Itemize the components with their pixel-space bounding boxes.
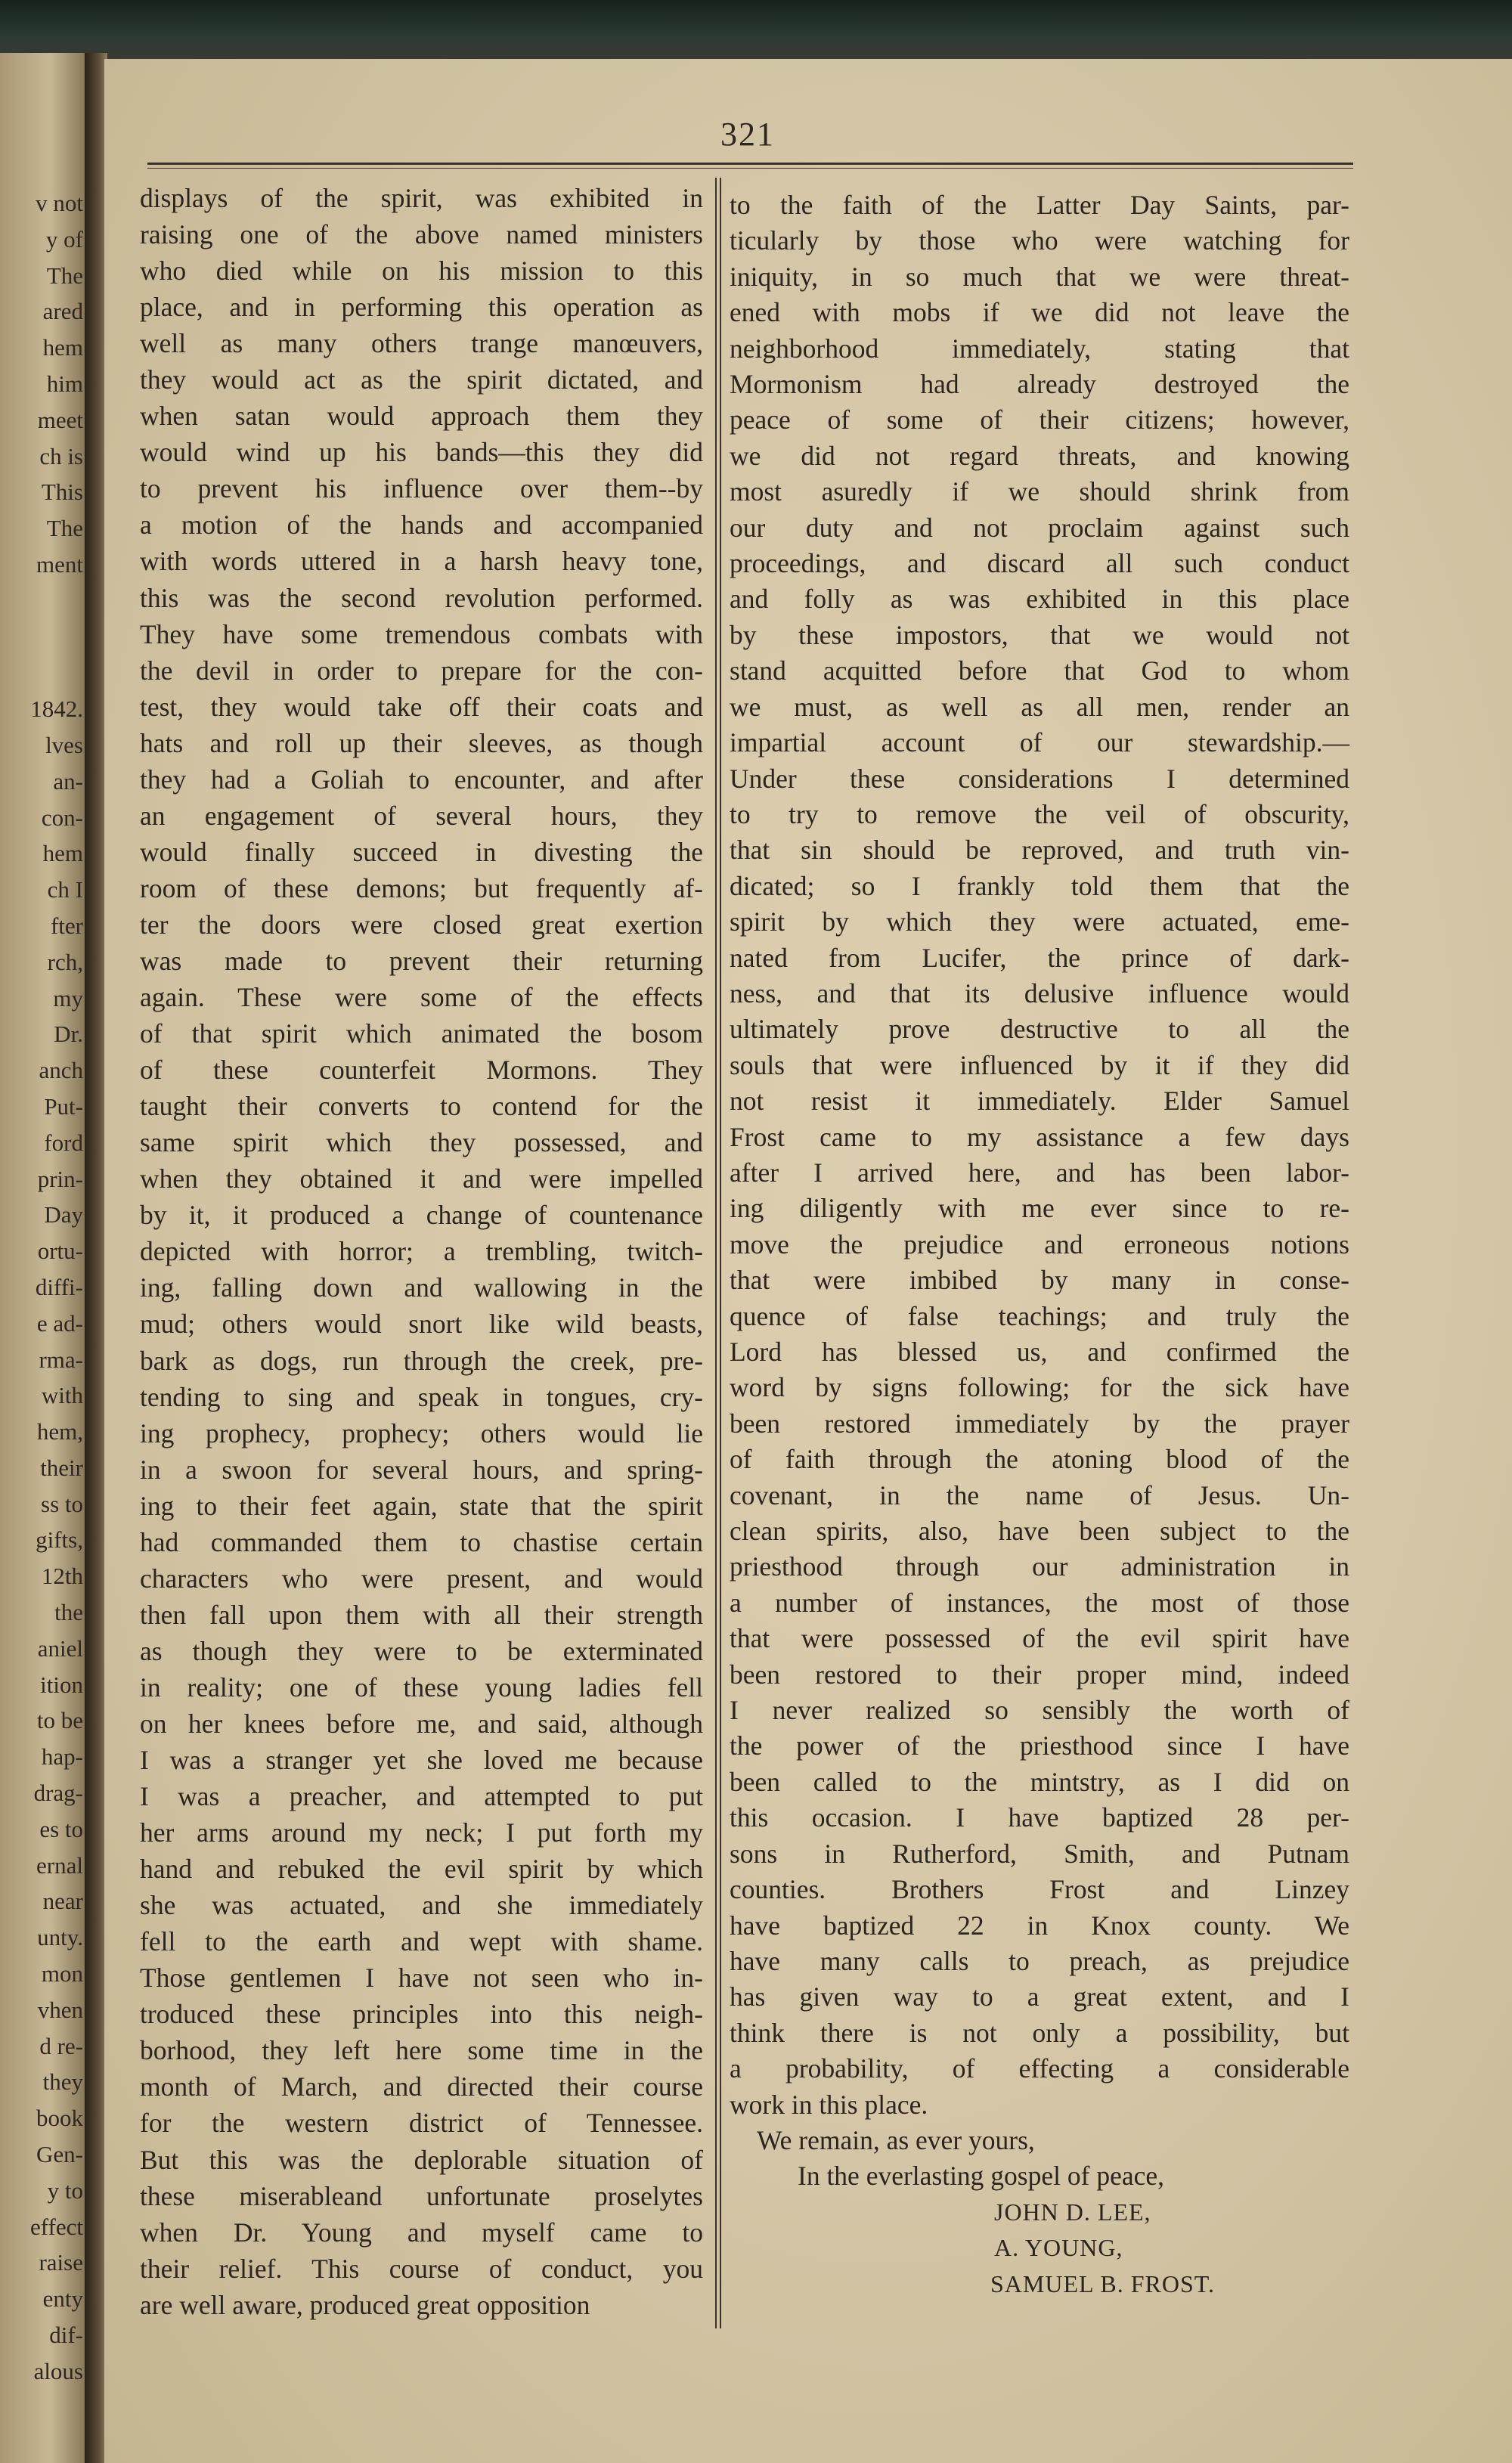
text-line: impartial account of our stewardship.—	[730, 727, 1349, 758]
facing-page-fragment: an-	[53, 767, 83, 795]
text-line: hand and rebuked the evil spirit by which	[140, 1854, 703, 1885]
facing-page-fragment: meet	[37, 406, 83, 433]
text-line: test, they would take off their coats and	[140, 691, 703, 722]
text-line: Those gentlemen I have not seen who in-	[140, 1963, 703, 1994]
facing-page-fragment: with	[41, 1382, 83, 1409]
text-line: in a swoon for several hours, and spring-	[140, 1454, 703, 1485]
facing-page-fragment: 12th	[41, 1563, 83, 1590]
facing-page-fragment: ernal	[36, 1851, 83, 1879]
facing-page-fragment: ford	[44, 1129, 83, 1156]
text-line: by it, it produced a change of countenance	[140, 1200, 703, 1231]
text-line: characters who were present, and would	[140, 1563, 703, 1594]
text-line: I never realized so sensibly the worth of	[730, 1695, 1349, 1726]
facing-page-fragment: Day	[44, 1201, 83, 1228]
facing-page-fragment: enty	[42, 2285, 83, 2313]
facing-page-fragment: hap-	[41, 1743, 83, 1771]
text-line: priesthood through our administration in	[730, 1551, 1349, 1582]
facing-page-fragment: dif-	[49, 2322, 83, 2349]
text-line: clean spirits, also, have been subject to the	[730, 1516, 1349, 1547]
facing-page-fragment: y to	[47, 2176, 83, 2204]
text-line: again. These were some of the effects	[140, 982, 703, 1013]
facing-page-fragment: rch,	[47, 948, 83, 975]
signature: A. YOUNG,	[994, 2234, 1123, 2262]
text-line: our duty and not proclaim against such	[730, 512, 1349, 543]
text-line: place, and in performing this operation as	[140, 292, 703, 323]
text-line: that were possessed of the evil spirit have	[730, 1623, 1349, 1654]
text-line: move the prejudice and erroneous notions	[730, 1228, 1349, 1259]
text-line: Lord has blessed us, and confirmed the	[730, 1337, 1349, 1367]
text-line: to try to remove the veil of obscurity,	[730, 798, 1349, 829]
text-line: an engagement of several hours, they	[140, 800, 703, 831]
facing-page-fragment: to be	[36, 1707, 83, 1734]
text-line: their relief. This course of conduct, you	[140, 2253, 703, 2284]
text-line: ticularly by those who were watching for	[730, 225, 1349, 256]
text-line: of faith through the atoning blood of the	[730, 1444, 1349, 1475]
text-line: after I arrived here, and has been labor-	[730, 1157, 1349, 1188]
text-line: has given way to a great extent, and I	[730, 1981, 1349, 2012]
facing-page-fragment: their	[40, 1454, 83, 1481]
closing-salutation: We remain, as ever yours,	[757, 2124, 1035, 2155]
facing-page-text-fragments	[0, 185, 83, 2390]
facing-page-fragment: hem,	[36, 1418, 83, 1445]
facing-page-fragment: raise	[39, 2249, 83, 2276]
text-line: tending to sing and speak in tongues, cry-	[140, 1381, 703, 1412]
facing-page-fragment: ment	[36, 550, 83, 578]
facing-page-fragment: ss to	[41, 1490, 83, 1517]
header-rule-thin	[147, 168, 1353, 169]
text-line: of these counterfeit Mormons. They	[140, 1055, 703, 1086]
facing-page-fragment: 1842.	[30, 696, 83, 723]
text-line: Frost came to my assistance a few days	[730, 1121, 1349, 1152]
text-line: fell to the earth and wept with shame.	[140, 1926, 703, 1957]
facing-page-fragment: v not	[36, 190, 83, 216]
text-line: ing, falling down and wallowing in the	[140, 1272, 703, 1303]
text-line: on her knees before me, and said, although	[140, 1708, 703, 1739]
text-line: same spirit which they possessed, and	[140, 1127, 703, 1158]
facing-page-fragment: book	[36, 2105, 83, 2132]
left-column	[140, 180, 703, 2323]
facing-page-fragment: mon	[41, 1960, 83, 1987]
facing-page-fragment: es to	[39, 1815, 83, 1842]
text-line: I was a preacher, and attempted to put	[140, 1781, 703, 1812]
text-line: not resist it immediately. Elder Samuel	[730, 1086, 1349, 1117]
text-line: had commanded them to chastise certain	[140, 1526, 703, 1557]
text-line: peace of some of their citizens; however,	[730, 404, 1349, 435]
header-rule	[147, 163, 1353, 165]
facing-page-fragment: Dr.	[54, 1021, 83, 1048]
text-line: these miserableand unfortunate proselytes	[140, 2180, 703, 2211]
text-line: quence of false teachings; and truly the	[730, 1300, 1349, 1331]
facing-page-edge	[0, 53, 91, 2463]
text-line: Under these considerations I determined	[730, 763, 1349, 794]
text-line: displays of the spirit, was exhibited in	[140, 183, 703, 213]
text-line: think there is not only a possibility, but	[730, 2017, 1349, 2048]
text-line: as though they were to be exterminated	[140, 1635, 703, 1666]
facing-page-fragment: ortu-	[37, 1238, 83, 1265]
facing-page-fragment: ch I	[47, 876, 83, 903]
text-line: this was the second revolution performed.	[140, 582, 703, 613]
text-line: nated from Lucifer, the prince of dark-	[730, 942, 1349, 973]
text-line: with words uttered in a harsh heavy tone,	[140, 546, 703, 577]
text-line: when Dr. Young and myself came to	[140, 2217, 703, 2248]
column-divider	[715, 178, 721, 2328]
text-line: work in this place.	[730, 2089, 928, 2120]
text-line: ened with mobs if we did not leave the	[730, 297, 1349, 328]
text-line: we did not regard threats, and knowing	[730, 440, 1349, 471]
facing-page-fragment: ared	[42, 298, 83, 325]
text-line: proceedings, and discard all such conduct	[730, 548, 1349, 579]
facing-page-fragment: drag-	[33, 1780, 83, 1807]
text-line: when they obtained it and were impelled	[140, 1163, 703, 1194]
facing-page-fragment: unty.	[37, 1924, 83, 1951]
text-line: ness, and that its delusive influence would	[730, 977, 1349, 1008]
text-line: taught their converts to contend for the	[140, 1091, 703, 1122]
facing-page-fragment: gifts,	[36, 1526, 83, 1554]
text-line: of that spirit which animated the bosom	[140, 1018, 703, 1049]
facing-page-fragment: The	[46, 262, 83, 289]
text-line: month of March, and directed their course	[140, 2071, 703, 2102]
text-line: But this was the deplorable situation of	[140, 2144, 703, 2175]
facing-page-fragment: vhen	[37, 1996, 83, 2023]
text-line: ultimately prove destructive to all the	[730, 1014, 1349, 1045]
text-line: are well aware, produced great opposition	[140, 2289, 590, 2320]
text-line: ter the doors were closed great exertion	[140, 909, 703, 940]
facing-page-fragment: effect	[30, 2213, 83, 2240]
text-line: who died while on his mission to this	[140, 256, 703, 287]
text-line: been restored immediately by the prayer	[730, 1408, 1349, 1439]
text-line: ing to their feet again, state that the spirit	[140, 1490, 703, 1521]
right-column	[730, 187, 1349, 2302]
facing-page-fragment: This	[41, 479, 83, 506]
text-line: to prevent his influence over them--by	[140, 473, 703, 504]
facing-page-fragment: y of	[45, 225, 83, 252]
facing-page-fragment: Put-	[44, 1092, 83, 1120]
text-line: her arms around my neck; I put forth my	[140, 1817, 703, 1848]
facing-page-fragment	[0, 655, 83, 691]
text-line: raising one of the above named ministers	[140, 219, 703, 250]
text-line: bark as dogs, run through the creek, pre-	[140, 1345, 703, 1376]
text-line: been restored to their proper mind, indeed	[730, 1659, 1349, 1690]
text-line: They have some tremendous combats with	[140, 618, 703, 649]
book-cover-edge	[0, 0, 1512, 64]
facing-page-fragment: hem	[42, 334, 83, 361]
facing-page-fragment: my	[53, 984, 83, 1012]
text-line: that sin should be reproved, and truth vin-	[730, 835, 1349, 866]
text-line: was made to prevent their returning	[140, 945, 703, 976]
facing-page-fragment	[0, 583, 83, 619]
text-line: word by signs following; for the sick have	[730, 1372, 1349, 1403]
text-line: they had a Goliah to encounter, and after	[140, 764, 703, 795]
text-line: mud; others would snort like wild beasts,	[140, 1309, 703, 1340]
text-line: the devil in order to prepare for the con-	[140, 655, 703, 686]
text-line: room of these demons; but frequently af-	[140, 872, 703, 903]
closing-salutation: In the everlasting gospel of peace,	[798, 2161, 1164, 2192]
facing-page-fragment	[0, 619, 83, 655]
text-line: in reality; one of these young ladies fell	[140, 1671, 703, 1702]
facing-page-fragment: hem	[42, 840, 83, 867]
text-line: depicted with horror; a trembling, twitch-	[140, 1236, 703, 1267]
text-line: would wind up his bands—this they did	[140, 437, 703, 468]
facing-page-fragment: diffi-	[35, 1273, 83, 1300]
text-line: covenant, in the name of Jesus. Un-	[730, 1479, 1349, 1510]
text-line: hats and roll up their sleeves, as though	[140, 727, 703, 758]
text-line: Mormonism had already destroyed the	[730, 369, 1349, 400]
text-line: neighborhood immediately, stating that	[730, 333, 1349, 364]
text-line: they would act as the spirit dictated, and	[140, 364, 703, 395]
text-line: the power of the priesthood since I have	[730, 1730, 1349, 1761]
text-line: and folly as was exhibited in this place	[730, 584, 1349, 615]
text-line: have baptized 22 in Knox county. We	[730, 1910, 1349, 1941]
facing-page-fragment: anch	[39, 1057, 83, 1084]
facing-page-fragment: fter	[50, 912, 83, 939]
facing-page-fragment: con-	[41, 804, 83, 831]
text-line: then fall upon them with all their strength	[140, 1599, 703, 1630]
facing-page-fragment: him	[46, 370, 83, 397]
text-line: most asuredly if we should shrink from	[730, 476, 1349, 507]
facing-page-fragment: ition	[40, 1671, 83, 1698]
signature: JOHN D. LEE,	[994, 2198, 1151, 2226]
facing-page-fragment: near	[42, 1888, 83, 1915]
page-number: 321	[720, 116, 775, 153]
text-line: a motion of the hands and accompanied	[140, 510, 703, 541]
text-line: by these impostors, that we would not	[730, 619, 1349, 650]
text-line: for the western district of Tennessee.	[140, 2108, 703, 2139]
text-line: this occasion. I have baptized 28 per-	[730, 1802, 1349, 1833]
text-line: would finally succeed in divesting the	[140, 836, 703, 867]
text-line: I was a stranger yet she loved me because	[140, 1745, 703, 1776]
text-line: counties. Brothers Frost and Linzey	[730, 1874, 1349, 1905]
text-line: to the faith of the Latter Day Saints, par-	[730, 190, 1349, 220]
facing-page-fragment: alous	[33, 2357, 83, 2384]
text-line: ing prophecy, prophecy; others would lie	[140, 1417, 703, 1448]
text-line: we must, as well as all men, render an	[730, 691, 1349, 722]
text-line: ing diligently with me ever since to re-	[730, 1193, 1349, 1224]
text-line: been called to the mintstry, as I did on	[730, 1766, 1349, 1797]
facing-page-fragment: The	[46, 515, 83, 542]
text-line: souls that were influenced by it if they did	[730, 1049, 1349, 1080]
facing-page-fragment: aniel	[37, 1634, 83, 1662]
facing-page-fragment: the	[54, 1599, 83, 1626]
text-line: a number of instances, the most of those	[730, 1587, 1349, 1618]
facing-page-fragment: e ad-	[36, 1309, 83, 1337]
text-line: have many calls to preach, as prejudice	[730, 1945, 1349, 1976]
text-line: that were imbibed by many in conse-	[730, 1265, 1349, 1296]
facing-page-fragment: prin-	[37, 1165, 83, 1192]
text-line: when satan would approach them they	[140, 401, 703, 432]
facing-page-fragment: lves	[45, 731, 83, 758]
facing-page-fragment: rma-	[39, 1346, 83, 1373]
signature: SAMUEL B. FROST.	[990, 2269, 1215, 2297]
text-line: iniquity, in so much that we were threat-	[730, 261, 1349, 292]
text-line: stand acquitted before that God to whom	[730, 655, 1349, 686]
text-line: borhood, they left here some time in the	[140, 2035, 703, 2066]
facing-page-fragment: Gen-	[36, 2141, 83, 2168]
text-line: a probability, of effecting a considerable	[730, 2053, 1349, 2084]
text-line: she was actuated, and she immediately	[140, 1890, 703, 1921]
text-line: dicated; so I frankly told them that the	[730, 870, 1349, 901]
text-line: sons in Rutherford, Smith, and Putnam	[730, 1838, 1349, 1869]
text-line: troduced these principles into this neigh-	[140, 1999, 703, 2030]
facing-page-fragment: they	[42, 2068, 83, 2096]
facing-page-fragment: ch is	[39, 442, 83, 469]
text-line: well as many others trange manœuvers,	[140, 328, 703, 359]
facing-page-fragment: d re-	[39, 2032, 83, 2059]
text-line: spirit by which they were actuated, eme-	[730, 906, 1349, 937]
